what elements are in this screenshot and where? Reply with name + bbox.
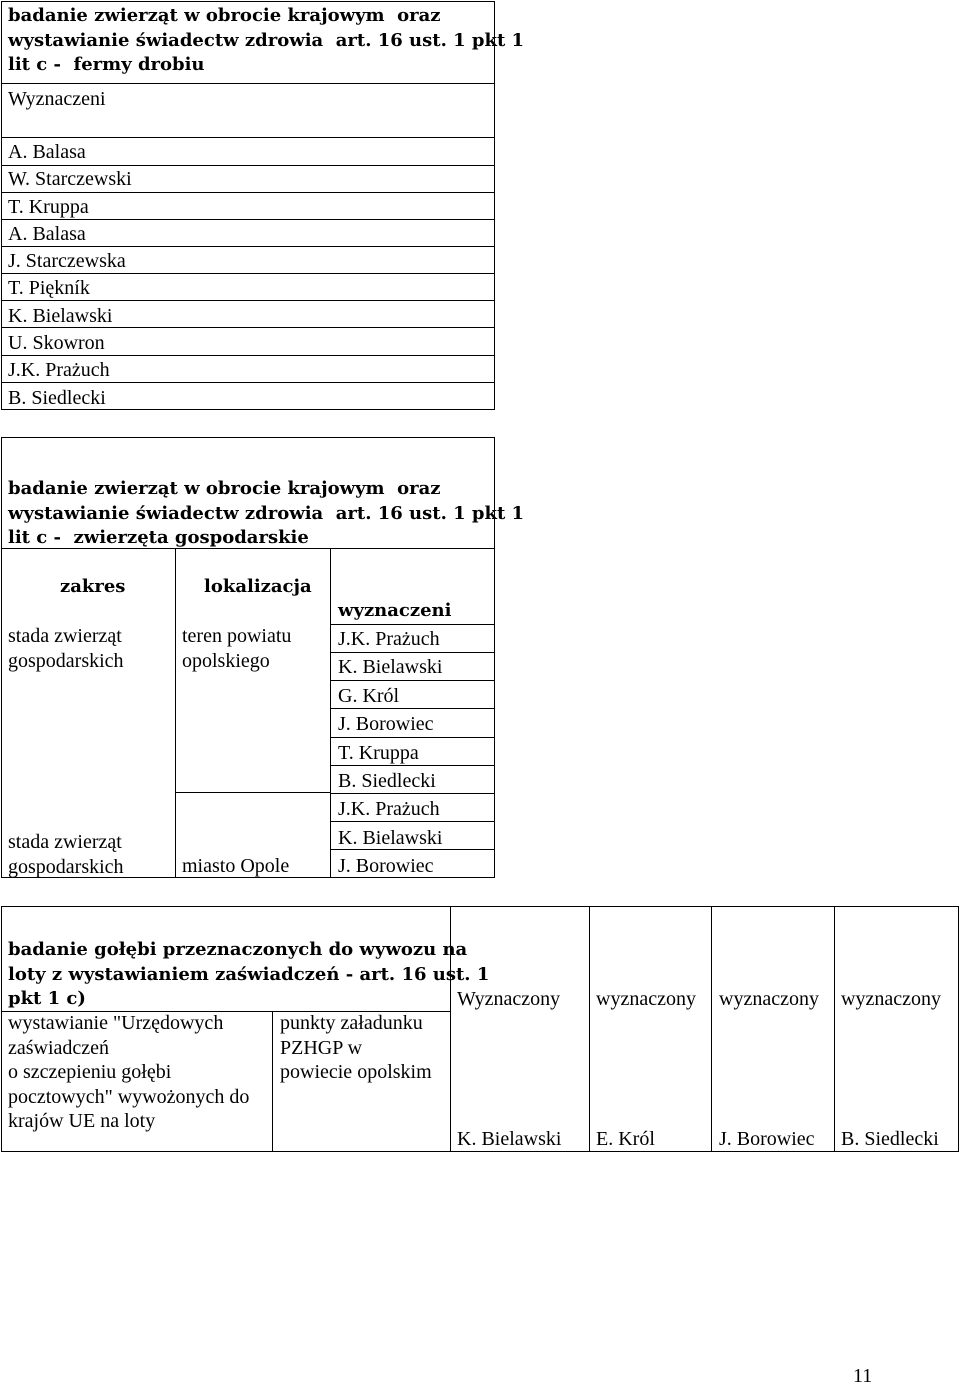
section3-header-2: wyznaczony	[596, 988, 696, 1010]
section2-title: badanie zwierząt w obrocie krajowym oraz wystawianie świadectw zdrowia art. 16 ust. 1 pkt 1 lit c - zwierzęta gospodarskie	[8, 478, 525, 548]
divider	[175, 548, 176, 878]
page-number: 11	[853, 1365, 873, 1387]
section3-name-4: B. Siedlecki	[841, 1128, 939, 1150]
row2-zakres: stada zwierząt gospodarskich	[8, 831, 124, 878]
col-zakres-header: zakres	[60, 576, 126, 597]
row1-zakres: stada zwierząt gospodarskich	[8, 625, 124, 672]
section3-header-3: wyznaczony	[719, 988, 819, 1010]
divider	[272, 1011, 273, 1152]
section3-zakres: wystawianie "Urzędowych zaświadczeń o szczepieniu gołębi pocztowych" wywożonych do krajów UE na loty	[8, 1012, 250, 1132]
divider	[834, 906, 835, 1152]
section3-name-1: K. Bielawski	[457, 1128, 562, 1150]
row1-lokalizacja: teren powiatu opolskiego	[182, 625, 292, 672]
divider	[1, 137, 495, 138]
divider	[589, 906, 590, 1152]
section3-header-1: Wyznaczony	[457, 988, 561, 1010]
section2-names: J.K. Prażuch K. Bielawski G. Król J. Borowiec T. Kruppa B. Siedlecki J.K. Prażuch K. Bielawski J. Borowiec	[338, 628, 443, 878]
section1-title: badanie zwierząt w obrocie krajowym oraz wystawianie świadectw zdrowia art. 16 ust. 1 pkt 1 lit c - fermy drobiu	[8, 5, 525, 75]
divider	[1, 83, 495, 84]
section3-name-2: E. Król	[596, 1128, 655, 1150]
col-wyznaczeni-header: wyznaczeni	[338, 600, 452, 621]
divider	[175, 792, 330, 793]
section1-names: A. Balasa W. Starczewski T. Kruppa A. Balasa J. Starczewska T. Piękník K. Bielawski U. Skowron J.K. Prażuch B. Siedlecki	[8, 141, 132, 409]
divider	[330, 548, 331, 878]
section3-title: badanie gołębi przeznaczonych do wywozu na loty z wystawianiem zaświadczeń - art. 16 ust. 1 pkt 1 c)	[8, 939, 490, 1009]
section3-header-4: wyznaczony	[841, 988, 941, 1010]
col-lokalizacja-header: lokalizacja	[204, 576, 312, 597]
section3-lokalizacja: punkty załadunku PZHGP w powiecie opolskim	[280, 1012, 432, 1083]
section3-name-3: J. Borowiec	[719, 1128, 815, 1150]
section1-header: Wyznaczeni	[8, 88, 106, 110]
divider	[711, 906, 712, 1152]
row2-lokalizacja: miasto Opole	[182, 855, 290, 877]
